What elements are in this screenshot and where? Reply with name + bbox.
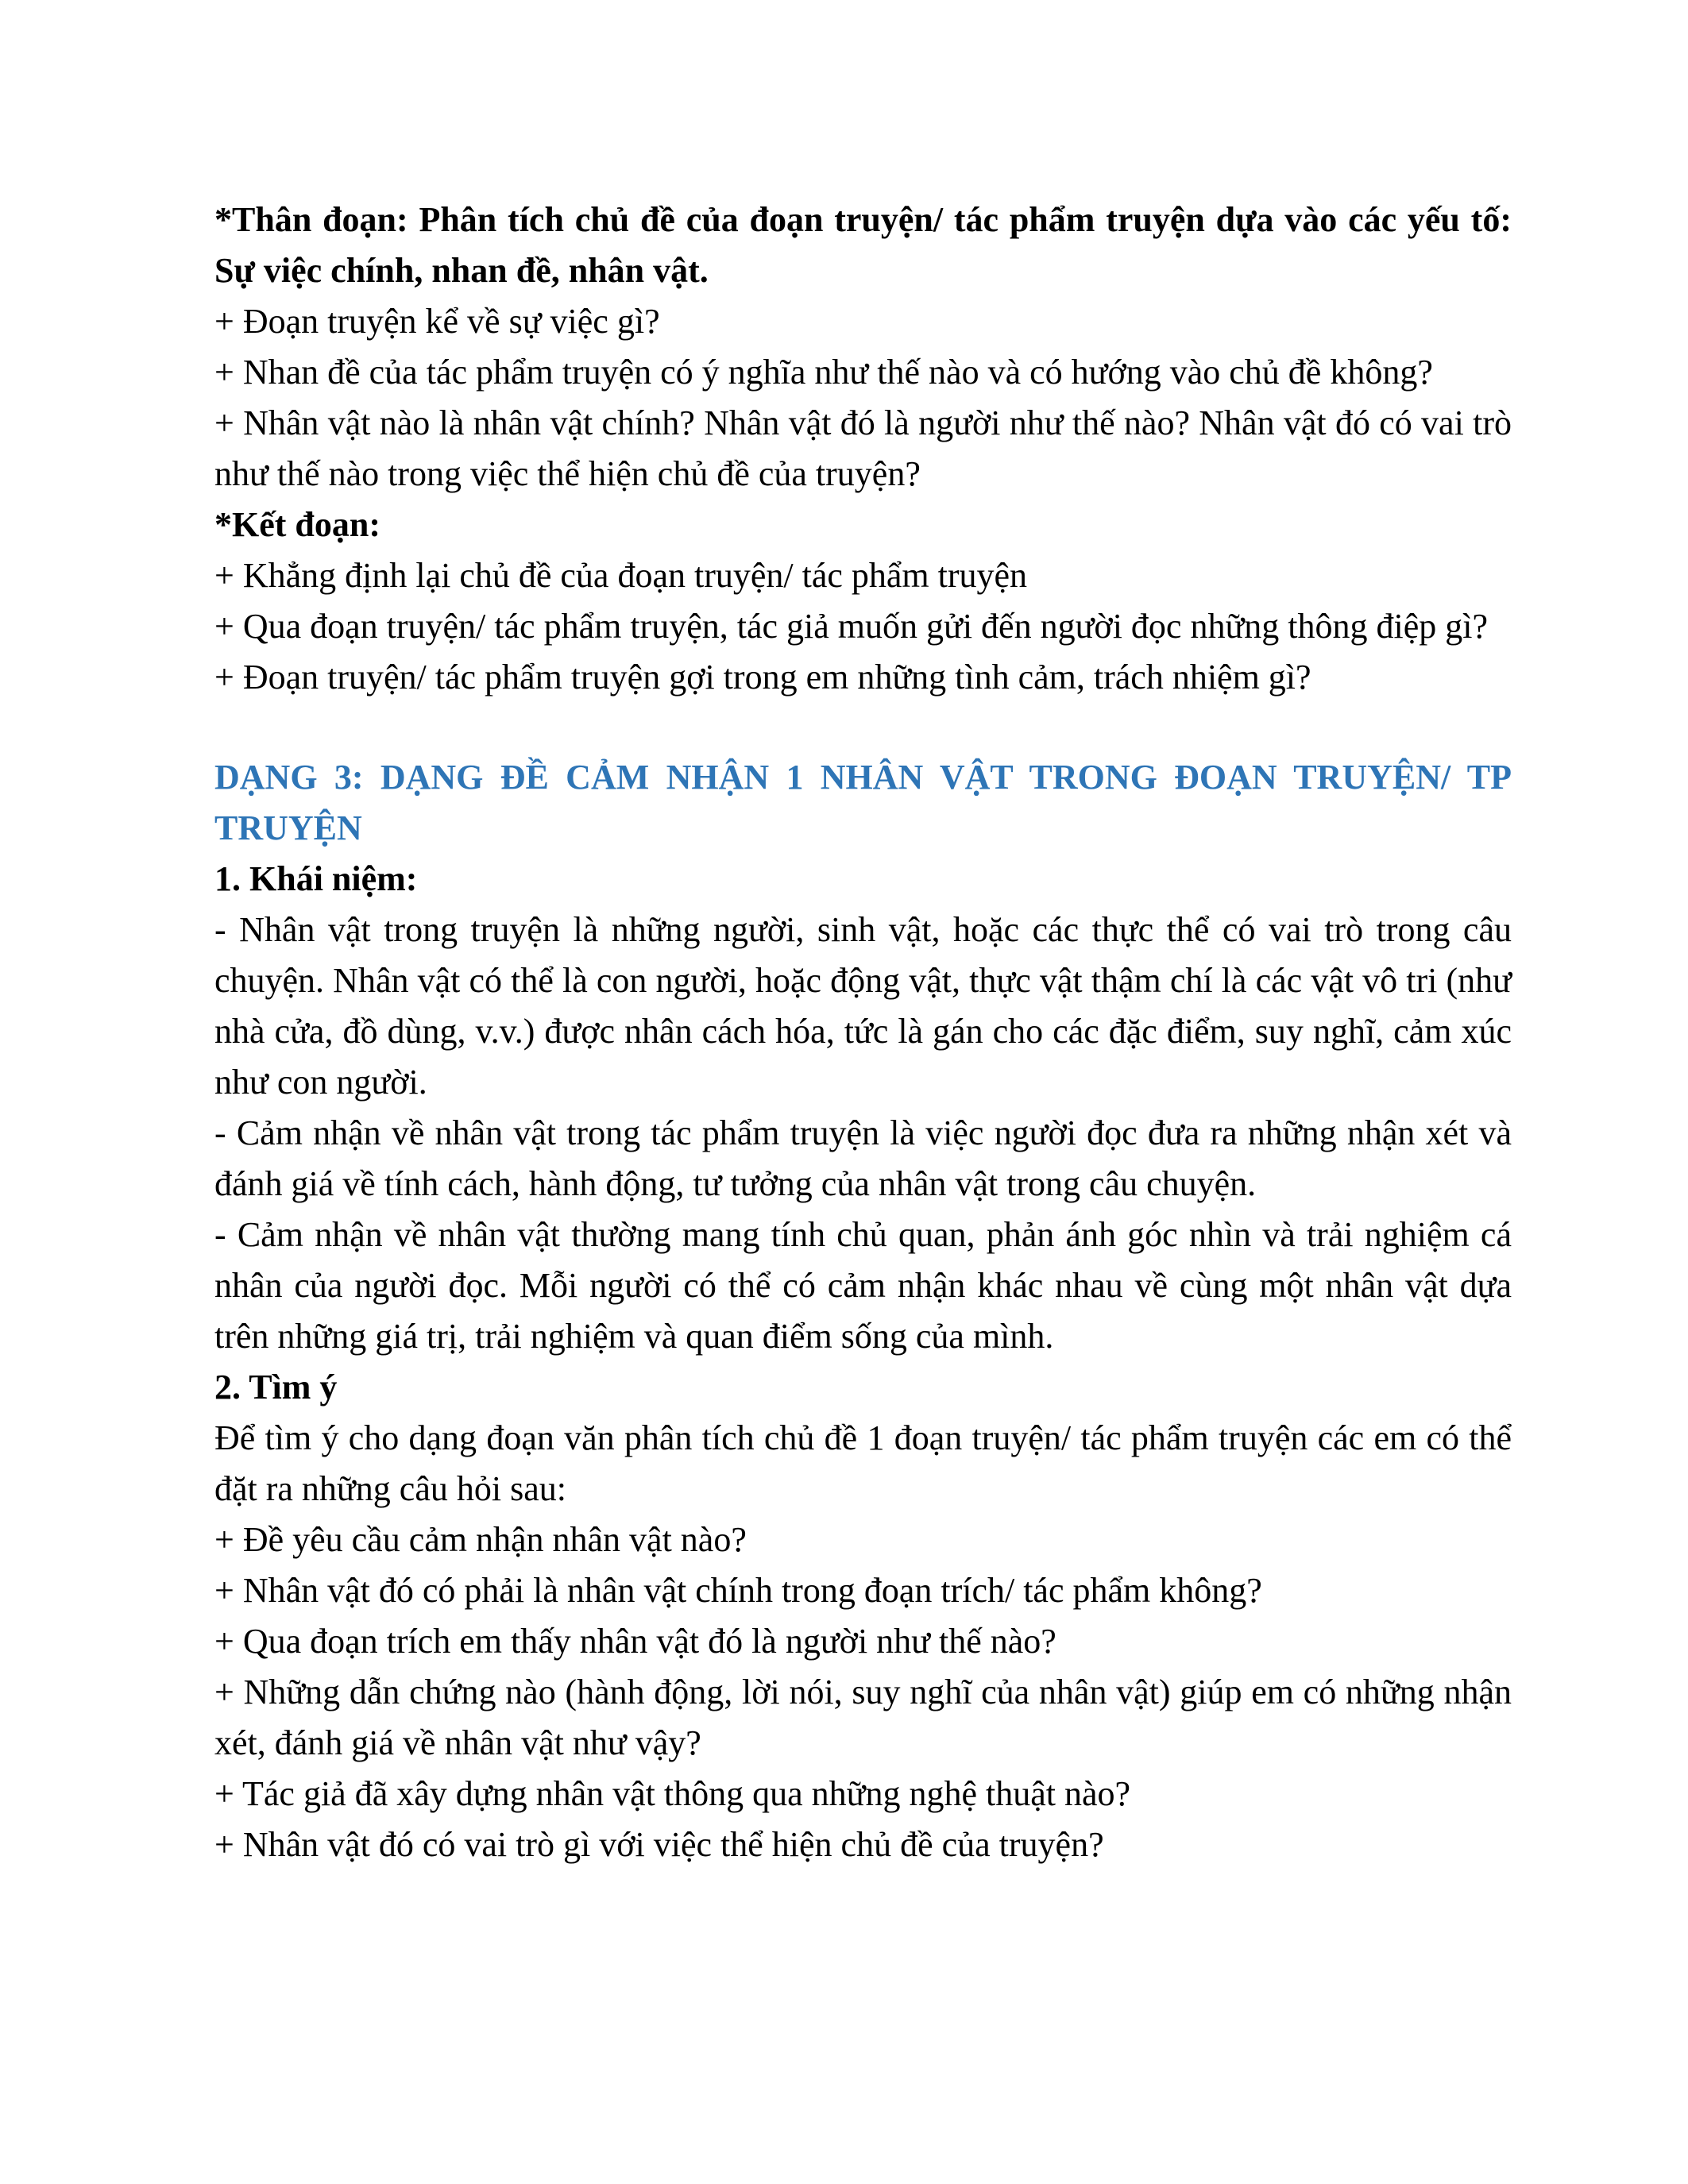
than-doan-item: + Đoạn truyện kể về sự việc gì? xyxy=(214,302,660,341)
khai-niem-paragraph: - Cảm nhận về nhân vật trong tác phẩm truyện là việc người đọc đưa ra những nhận xét và đánh giá về tính cách, hành động, tư tưởng của nhân vật trong câu chuyện. xyxy=(214,1113,1512,1203)
tim-y-heading: 2. Tìm ý xyxy=(214,1368,338,1406)
khai-niem-paragraph: - Nhân vật trong truyện là những người, sinh vật, hoặc các thực thể có vai trò trong câu chuyện. Nhân vật có thể là con người, hoặc động vật, thực vật thậm chí là các vật vô tri (như nhà cửa, đồ dùng, v.v.) được nhân cách hóa, tức là gán cho các đặc điểm, suy nghĩ, cảm xúc như con người. xyxy=(214,910,1512,1102)
tim-y-item: + Qua đoạn trích em thấy nhân vật đó là người như thế nào? xyxy=(214,1622,1056,1661)
tim-y-intro: Để tìm ý cho dạng đoạn văn phân tích chủ đề 1 đoạn truyện/ tác phẩm truyện các em có thể đặt ra những câu hỏi sau: xyxy=(214,1418,1512,1508)
tim-y-item: + Nhân vật đó có phải là nhân vật chính trong đoạn trích/ tác phẩm không? xyxy=(214,1571,1262,1610)
tim-y-item: + Đề yêu cầu cảm nhận nhân vật nào? xyxy=(214,1520,747,1559)
document-page xyxy=(214,195,1512,1870)
than-doan-item: + Nhân vật nào là nhân vật chính? Nhân vật đó là người như thế nào? Nhân vật đó có vai trò như thế nào trong việc thể hiện chủ đề của truyện? xyxy=(214,403,1512,493)
than-doan-heading: *Thân đoạn: Phân tích chủ đề của đoạn truyện/ tác phẩm truyện dựa vào các yếu tố: Sự việc chính, nhan đề, nhân vật. xyxy=(214,200,1512,290)
khai-niem-heading: 1. Khái niệm: xyxy=(214,859,418,898)
ket-doan-item: + Đoạn truyện/ tác phẩm truyện gợi trong em những tình cảm, trách nhiệm gì? xyxy=(214,658,1311,696)
ket-doan-item: + Qua đoạn truyện/ tác phẩm truyện, tác giả muốn gửi đến người đọc những thông điệp gì? xyxy=(214,607,1489,646)
than-doan-item: + Nhan đề của tác phẩm truyện có ý nghĩa như thế nào và có hướng vào chủ đề không? xyxy=(214,353,1433,392)
ket-doan-heading: *Kết đoạn: xyxy=(214,505,380,544)
tim-y-item: + Những dẫn chứng nào (hành động, lời nói, suy nghĩ của nhân vật) giúp em có những nhận xét, đánh giá về nhân vật như vậy? xyxy=(214,1673,1512,1762)
tim-y-item: + Nhân vật đó có vai trò gì với việc thể hiện chủ đề của truyện? xyxy=(214,1825,1104,1864)
khai-niem-paragraph: - Cảm nhận về nhân vật thường mang tính chủ quan, phản ánh góc nhìn và trải nghiệm cá nhân của người đọc. Mỗi người có thể có cảm nhận khác nhau về cùng một nhân vật dựa trên những giá trị, trải nghiệm và quan điểm sống của mình. xyxy=(214,1215,1512,1356)
section-title-dang-3: DẠNG 3: DẠNG ĐỀ CẢM NHẬN 1 NHÂN VẬT TRONG ĐOẠN TRUYỆN/ TP TRUYỆN xyxy=(214,758,1512,847)
ket-doan-item: + Khẳng định lại chủ đề của đoạn truyện/ tác phẩm truyện xyxy=(214,556,1028,595)
tim-y-item: + Tác giả đã xây dựng nhân vật thông qua những nghệ thuật nào? xyxy=(214,1774,1131,1813)
